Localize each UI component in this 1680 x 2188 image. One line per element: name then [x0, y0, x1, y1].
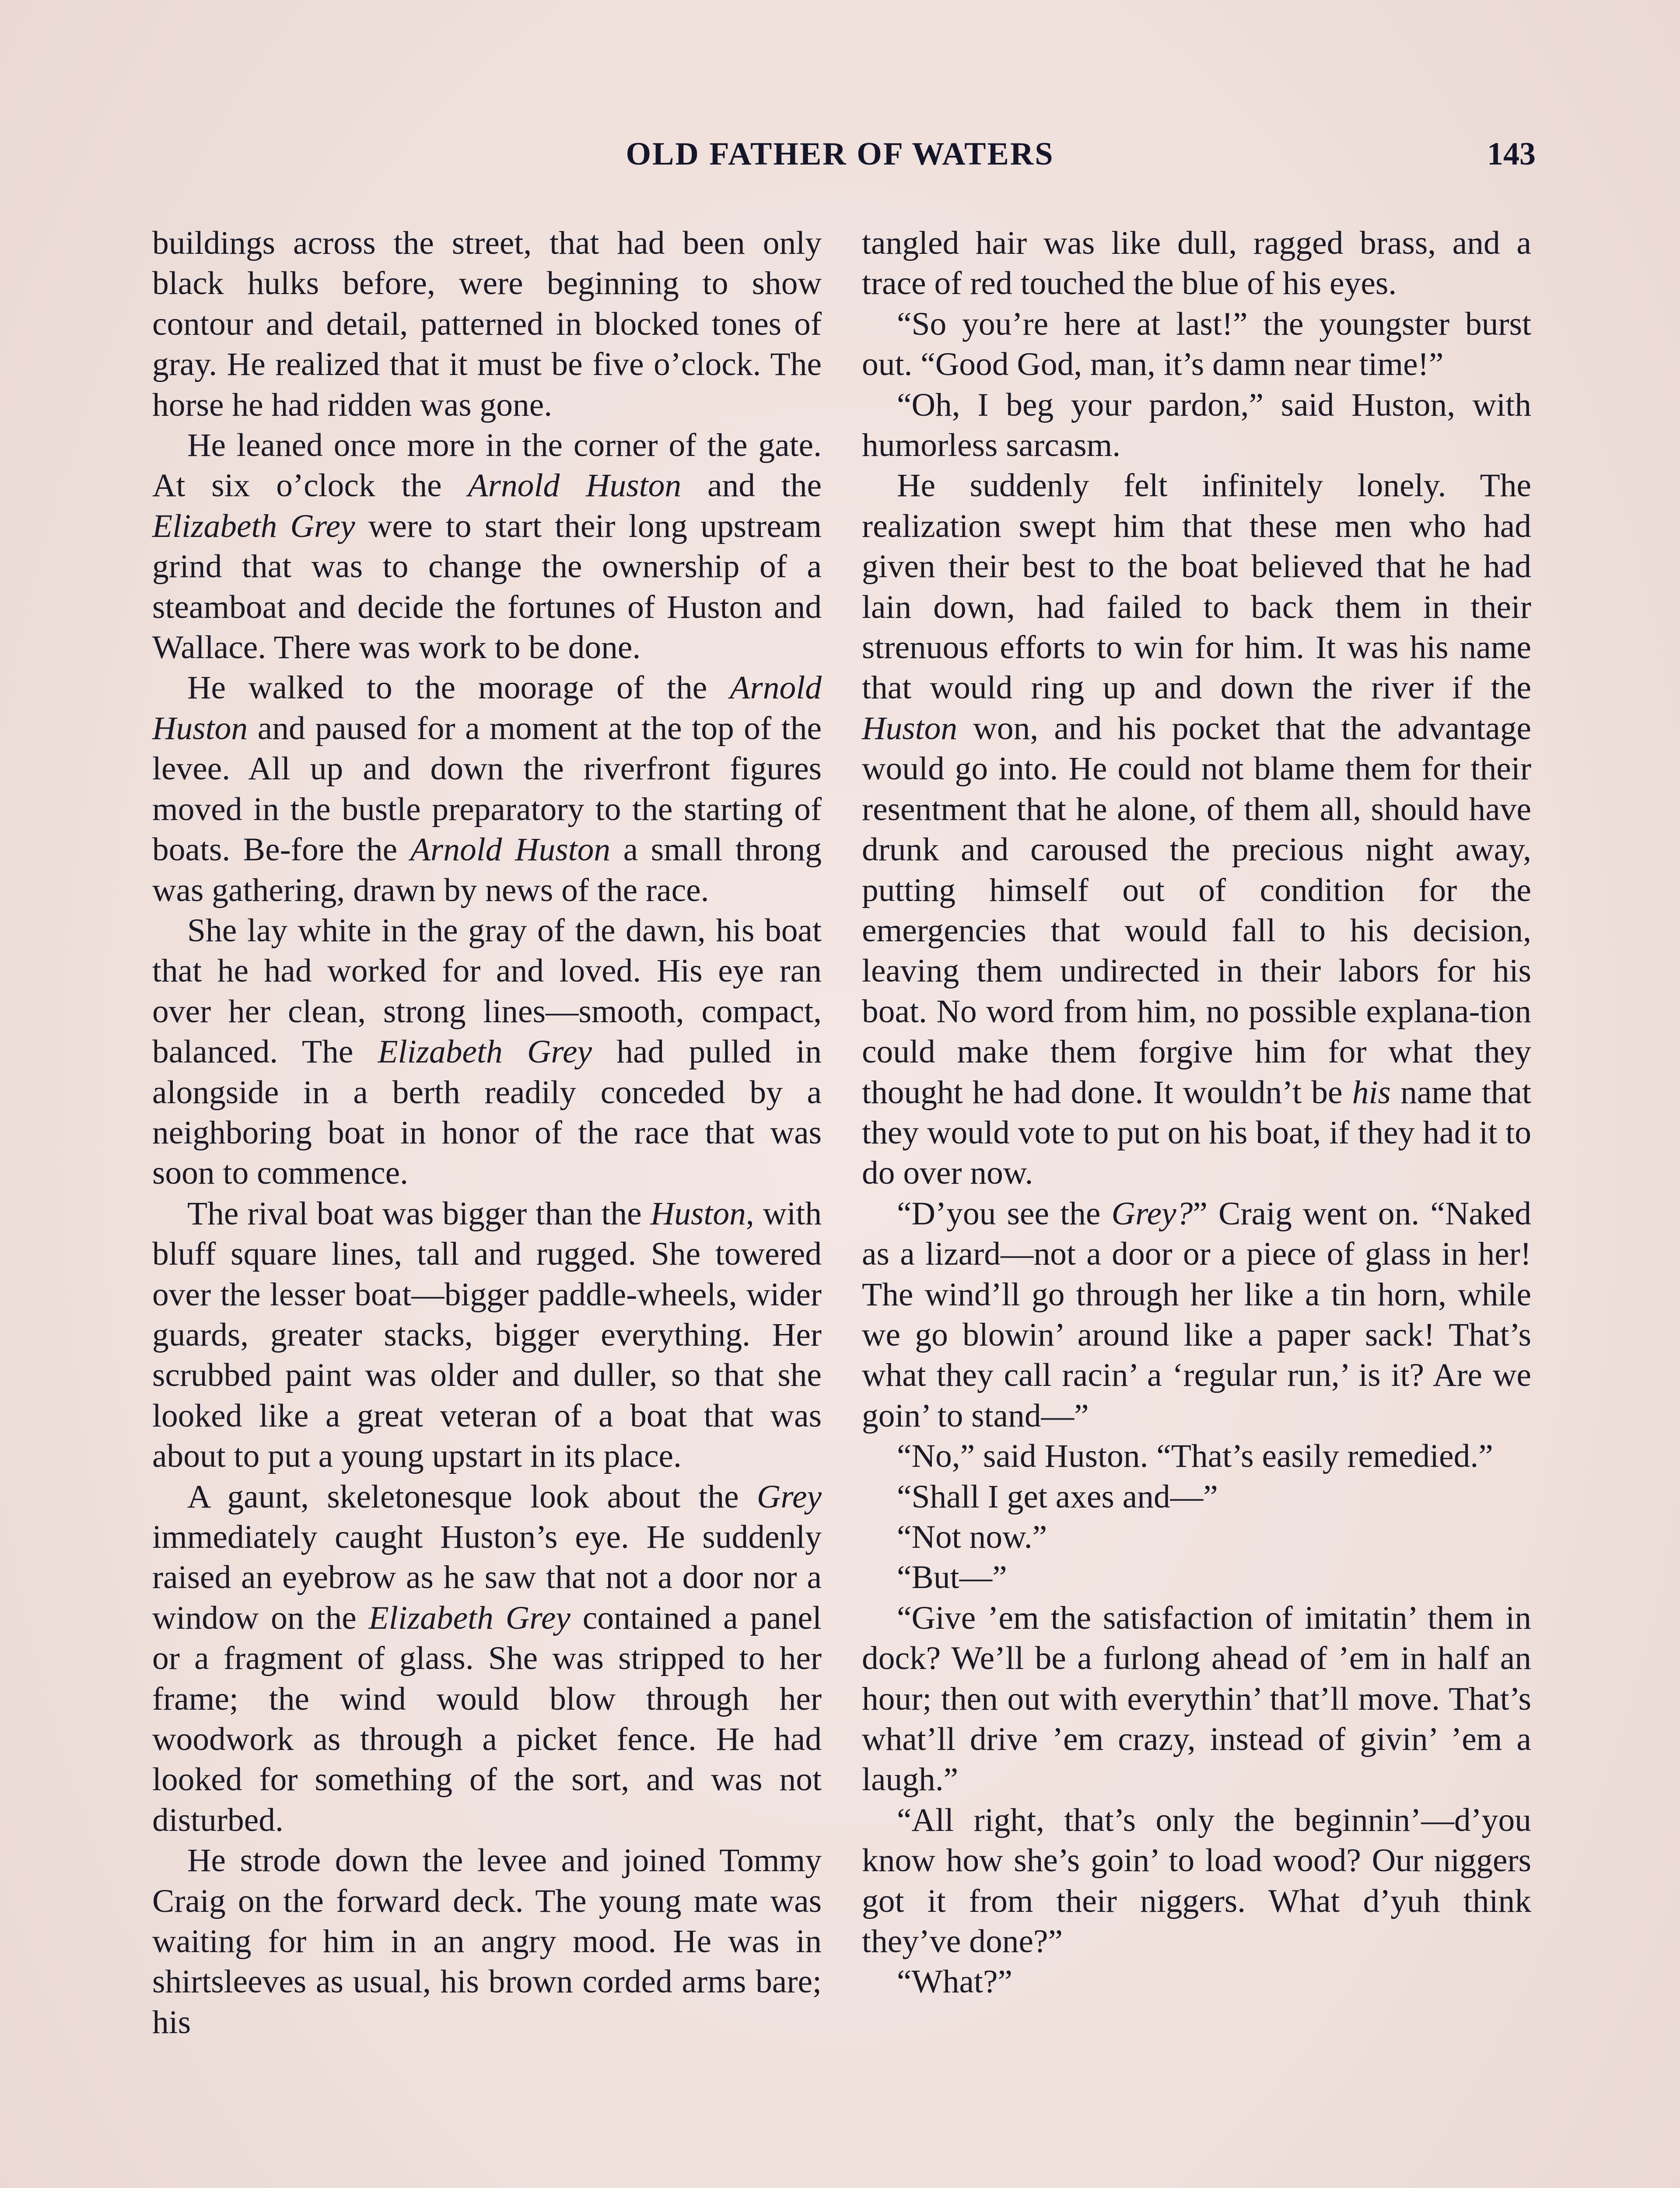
- paragraph: [862, 1436, 1531, 1476]
- paragraph: [152, 668, 822, 910]
- paragraph: [152, 1194, 822, 1477]
- text-run: had pulled in alongside in a berth readily conceded by a neighboring boat in honor of the race that was soon to commence.: [152, 1034, 822, 1192]
- italic-boat-name: Arnold Huston: [410, 831, 611, 868]
- italic-boat-name: Huston: [862, 710, 958, 747]
- text-run: “Give ’em the satisfaction of imitatin’ them in dock? We’ll be a furlong ahead of ’em in half an hour; then out with everythin’ that’ll move. That’s what’ll drive ’em crazy, instead of givin’ ’em a laugh.”: [862, 1599, 1531, 1798]
- paragraph: [862, 1598, 1531, 1800]
- right-text-column: [862, 223, 1531, 2002]
- text-run: ” Craig went on. “Naked as a lizard—not a door or a piece of glass in her! The wind’ll go through her like a tin horn, while we go blowin’ around like a paper sack! That’s what they call racin’ a ‘regular run,’ is it? Are we goin’ to stand—”: [862, 1195, 1531, 1434]
- italic-boat-name: Elizabeth Grey: [368, 1599, 570, 1636]
- text-run: “D’you see the: [897, 1195, 1112, 1232]
- paragraph: [862, 385, 1531, 466]
- page-number: 143: [1487, 136, 1536, 172]
- text-run: tangled hair was like dull, ragged brass, and a trace of red touched the blue of his eyes.: [862, 225, 1531, 302]
- text-run: She lay white in the gray of the dawn, his boat that he had worked for and loved. His eye ran over her clean, strong lines—smooth, compact, balanced. The: [152, 912, 822, 1070]
- paragraph: [862, 1800, 1531, 1962]
- paragraph: [862, 223, 1531, 304]
- text-run: and the: [681, 467, 822, 504]
- text-run: “So you’re here at last!” the youngster burst out. “Good God, man, it’s damn near time!”: [862, 305, 1531, 383]
- text-run: “Shall I get axes and—”: [897, 1478, 1218, 1515]
- text-run: immediately caught Huston’s eye. He suddenly raised an eyebrow as he saw that not a door nor a window on the: [152, 1519, 822, 1636]
- paragraph: [152, 1841, 822, 2043]
- text-run: a small throng was gathering, drawn by news of the race.: [152, 831, 822, 908]
- italic-boat-name: Arnold Huston: [152, 670, 822, 747]
- text-run: A gaunt, skeletonesque look about the: [187, 1478, 757, 1515]
- paragraph: [862, 1962, 1531, 2002]
- text-run: won, and his pocket that the advantage would go into. He could not blame them for their resentment that he alone, of them all, should have drunk and caroused the precious night away, putting himself out of condition for the emergencies that would fall to his decision, leaving them undirected in their labors for his boat. No word from him, no possible explana-tion could make them forgive him for what they thought he had done. It wouldn’t be: [862, 710, 1531, 1111]
- text-run: “Not now.”: [897, 1519, 1047, 1555]
- paragraph: [152, 223, 822, 425]
- text-run: and paused for a moment at the top of the levee. All up and down the riverfront figures moved in the bustle preparatory to the starting of boats. Be-fore the: [152, 710, 822, 868]
- paragraph: [152, 911, 822, 1194]
- text-run: He leaned once more in the corner of the gate. At six o’clock the: [152, 427, 822, 504]
- text-run: The rival boat was bigger than the: [187, 1195, 651, 1232]
- text-run: buildings across the street, that had been only black hulks before, were beginning to show contour and detail, patterned in blocked tones of gray. He realized that it must be five o’clock. The horse he had ridden was gone.: [152, 225, 822, 423]
- chapter-title: OLD FATHER OF WATERS: [626, 136, 1054, 172]
- paragraph: [862, 466, 1531, 1193]
- text-run: “No,” said Huston. “That’s easily remedied.”: [897, 1438, 1493, 1475]
- text-run: name that they would vote to put on his boat, if they had it to do over now.: [862, 1074, 1531, 1192]
- text-run: “Oh, I beg your pardon,” said Huston, with humorless sarcasm.: [862, 386, 1531, 464]
- text-run: contained a panel or a fragment of glass. She was stripped to her frame; the wind would blow through her woodwork as through a picket fence. He had looked for something of the sort, and was not disturbed.: [152, 1599, 822, 1838]
- italic-boat-name: his: [1352, 1074, 1391, 1111]
- paragraph: [862, 1194, 1531, 1436]
- text-run: He suddenly felt infinitely lonely. The realization swept him that these men who had given their best to the boat believed that he had lain down, had failed to back them in their strenuous efforts to win for him. It was his name that would ring up and down the river if the: [862, 467, 1531, 706]
- italic-boat-name: Grey?: [1111, 1195, 1193, 1232]
- left-text-column: [152, 223, 822, 2043]
- paragraph: [862, 1477, 1531, 1517]
- paragraph: [862, 1517, 1531, 1557]
- text-run: , with bluff square lines, tall and rugged. She towered over the lesser boat—bigger paddle-wheels, wider guards, greater stacks, bigger everything. Her scrubbed paint was older and duller, so that she looked like a great veteran of a boat that was about to put a young upstart in its place.: [152, 1195, 822, 1475]
- paragraph: [862, 304, 1531, 385]
- text-run: He walked to the moorage of the: [187, 670, 730, 706]
- paragraph: [862, 1557, 1531, 1598]
- text-run: “All right, that’s only the beginnin’—d’you know how she’s goin’ to load wood? Our niggers got it from their niggers. What d’yuh think they’ve done?”: [862, 1802, 1531, 1960]
- text-run: “What?”: [897, 1964, 1013, 2000]
- running-head: [0, 136, 1680, 179]
- paragraph: [152, 1477, 822, 1841]
- italic-boat-name: Grey: [756, 1478, 822, 1515]
- italic-boat-name: Arnold Huston: [468, 467, 682, 504]
- text-run: were to start their long upstream grind that was to change the ownership of a steamboat and decide the fortunes of Huston and Wallace. There was work to be done.: [152, 508, 822, 666]
- text-run: He strode down the levee and joined Tommy Craig on the forward deck. The young mate was waiting for him in an angry mood. He was in shirtsleeves as usual, his brown corded arms bare; his: [152, 1842, 822, 2041]
- italic-boat-name: Elizabeth Grey: [378, 1034, 592, 1070]
- text-run: “But—”: [897, 1559, 1007, 1596]
- italic-boat-name: Huston: [650, 1195, 746, 1232]
- italic-boat-name: Elizabeth Grey: [152, 508, 355, 544]
- paragraph: [152, 425, 822, 668]
